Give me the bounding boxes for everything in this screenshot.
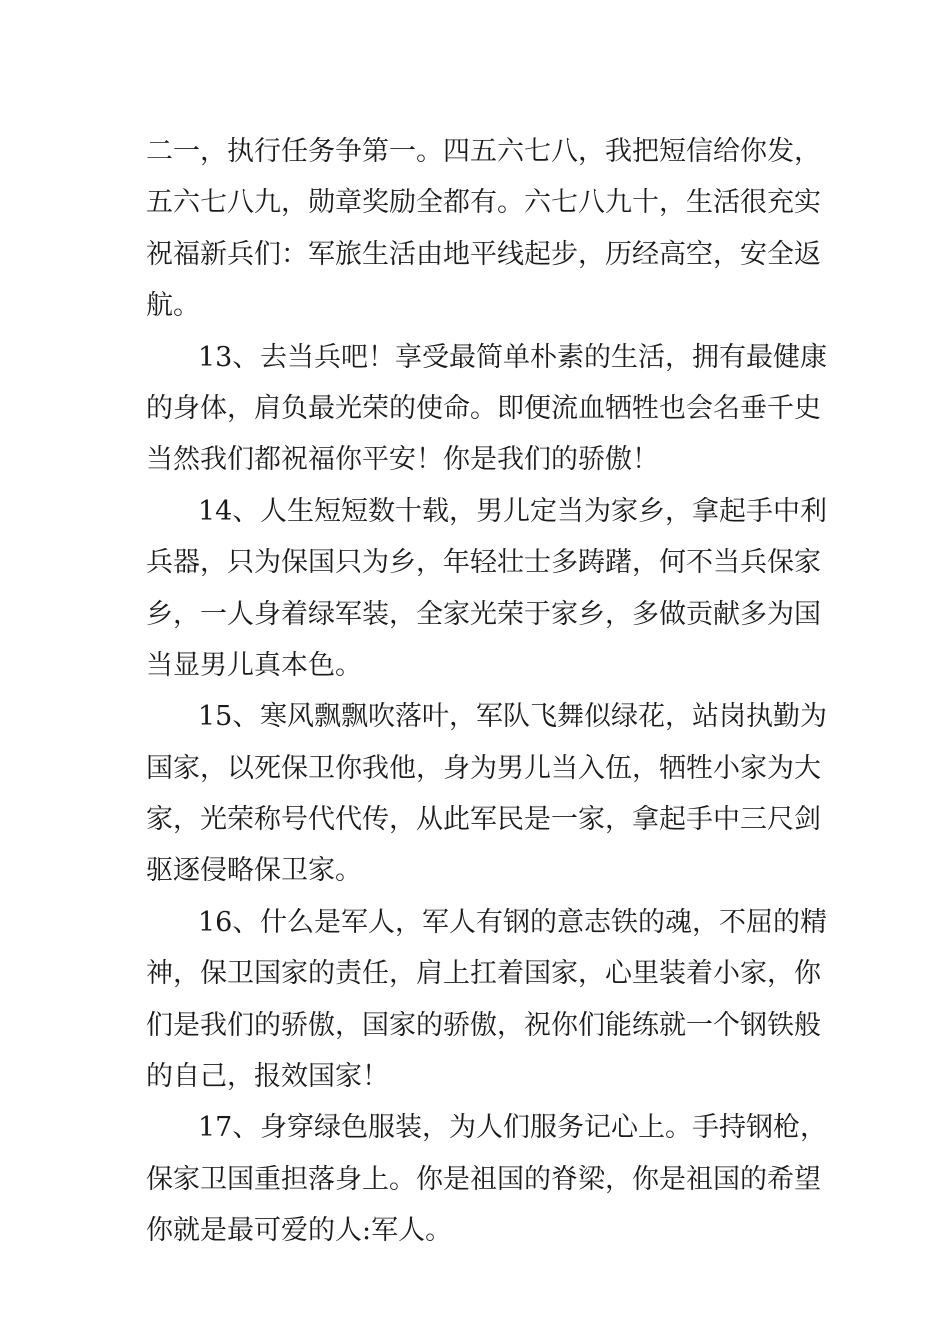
text-line: 们是我们的骄傲，国家的骄傲，祝你们能练就一个钢铁般 [146, 1009, 821, 1041]
text-line: 的身体，肩负最光荣的使命。即便流血牺牲也会名垂千史 [146, 392, 821, 424]
text-fragment: 什么是军人，军人有钢的意志铁的魂，不屈的精 [260, 906, 827, 938]
text-line: 兵器，只为保国只为乡，年轻壮士多踌躇，何不当兵保家 [146, 547, 821, 579]
paragraph-14-first-line [146, 486, 827, 537]
text-line: 神，保卫国家的责任，肩上扛着国家，心里装着小家，你 [146, 958, 821, 990]
paragraph-16-first-line [146, 897, 827, 948]
text-fragment: 去当兵吧！享受最简单朴素的生活，拥有最健康 [260, 341, 827, 373]
item-number: 14、 [198, 495, 260, 527]
paragraph-15-first-line [146, 691, 827, 742]
text-fragment: 身穿绿色服装，为人们服务记心上。手持钢枪， [260, 1112, 827, 1144]
text-line: 的自己，报效国家！ [146, 1061, 389, 1093]
text-line: 五六七八九，勋章奖励全都有。六七八九十，生活很充实 [146, 187, 821, 219]
text-line: 驱逐侵略保卫家。 [146, 855, 362, 887]
item-number: 16、 [198, 906, 260, 938]
item-number: 17、 [198, 1112, 260, 1144]
text-line: 保家卫国重担落身上。你是祖国的脊梁，你是祖国的希望 [146, 1163, 821, 1195]
document-body [146, 126, 827, 1257]
text-line: 家，光荣称号代代传，从此军民是一家，拿起手中三尺剑 [146, 804, 821, 836]
item-number: 15、 [198, 701, 260, 733]
paragraph-13-first-line [146, 332, 827, 383]
text-line: 当然我们都祝福你平安！你是我们的骄傲！ [146, 444, 659, 476]
text-line: 祝福新兵们：军旅生活由地平线起步，历经高空，安全返 [146, 238, 821, 270]
paragraph-17-first-line [146, 1102, 827, 1153]
text-line: 乡，一人身着绿军装，全家光荣于家乡，多做贡献多为国 [146, 598, 821, 630]
text-line: 航。 [146, 290, 200, 322]
item-number: 13、 [198, 341, 260, 373]
text-fragment: 寒风飘飘吹落叶，军队飞舞似绿花，站岗执勤为 [260, 701, 827, 733]
text-line: 二一，执行任务争第一。四五六七八，我把短信给你发， [146, 136, 821, 167]
text-line: 当显男儿真本色。 [146, 649, 362, 681]
text-fragment: 人生短短数十载，男儿定当为家乡，拿起手中利 [260, 495, 827, 527]
text-line: 国家，以死保卫你我他，身为男儿当入伍，牺牲小家为大 [146, 752, 821, 784]
text-line: 你就是最可爱的人:军人。 [146, 1215, 453, 1247]
